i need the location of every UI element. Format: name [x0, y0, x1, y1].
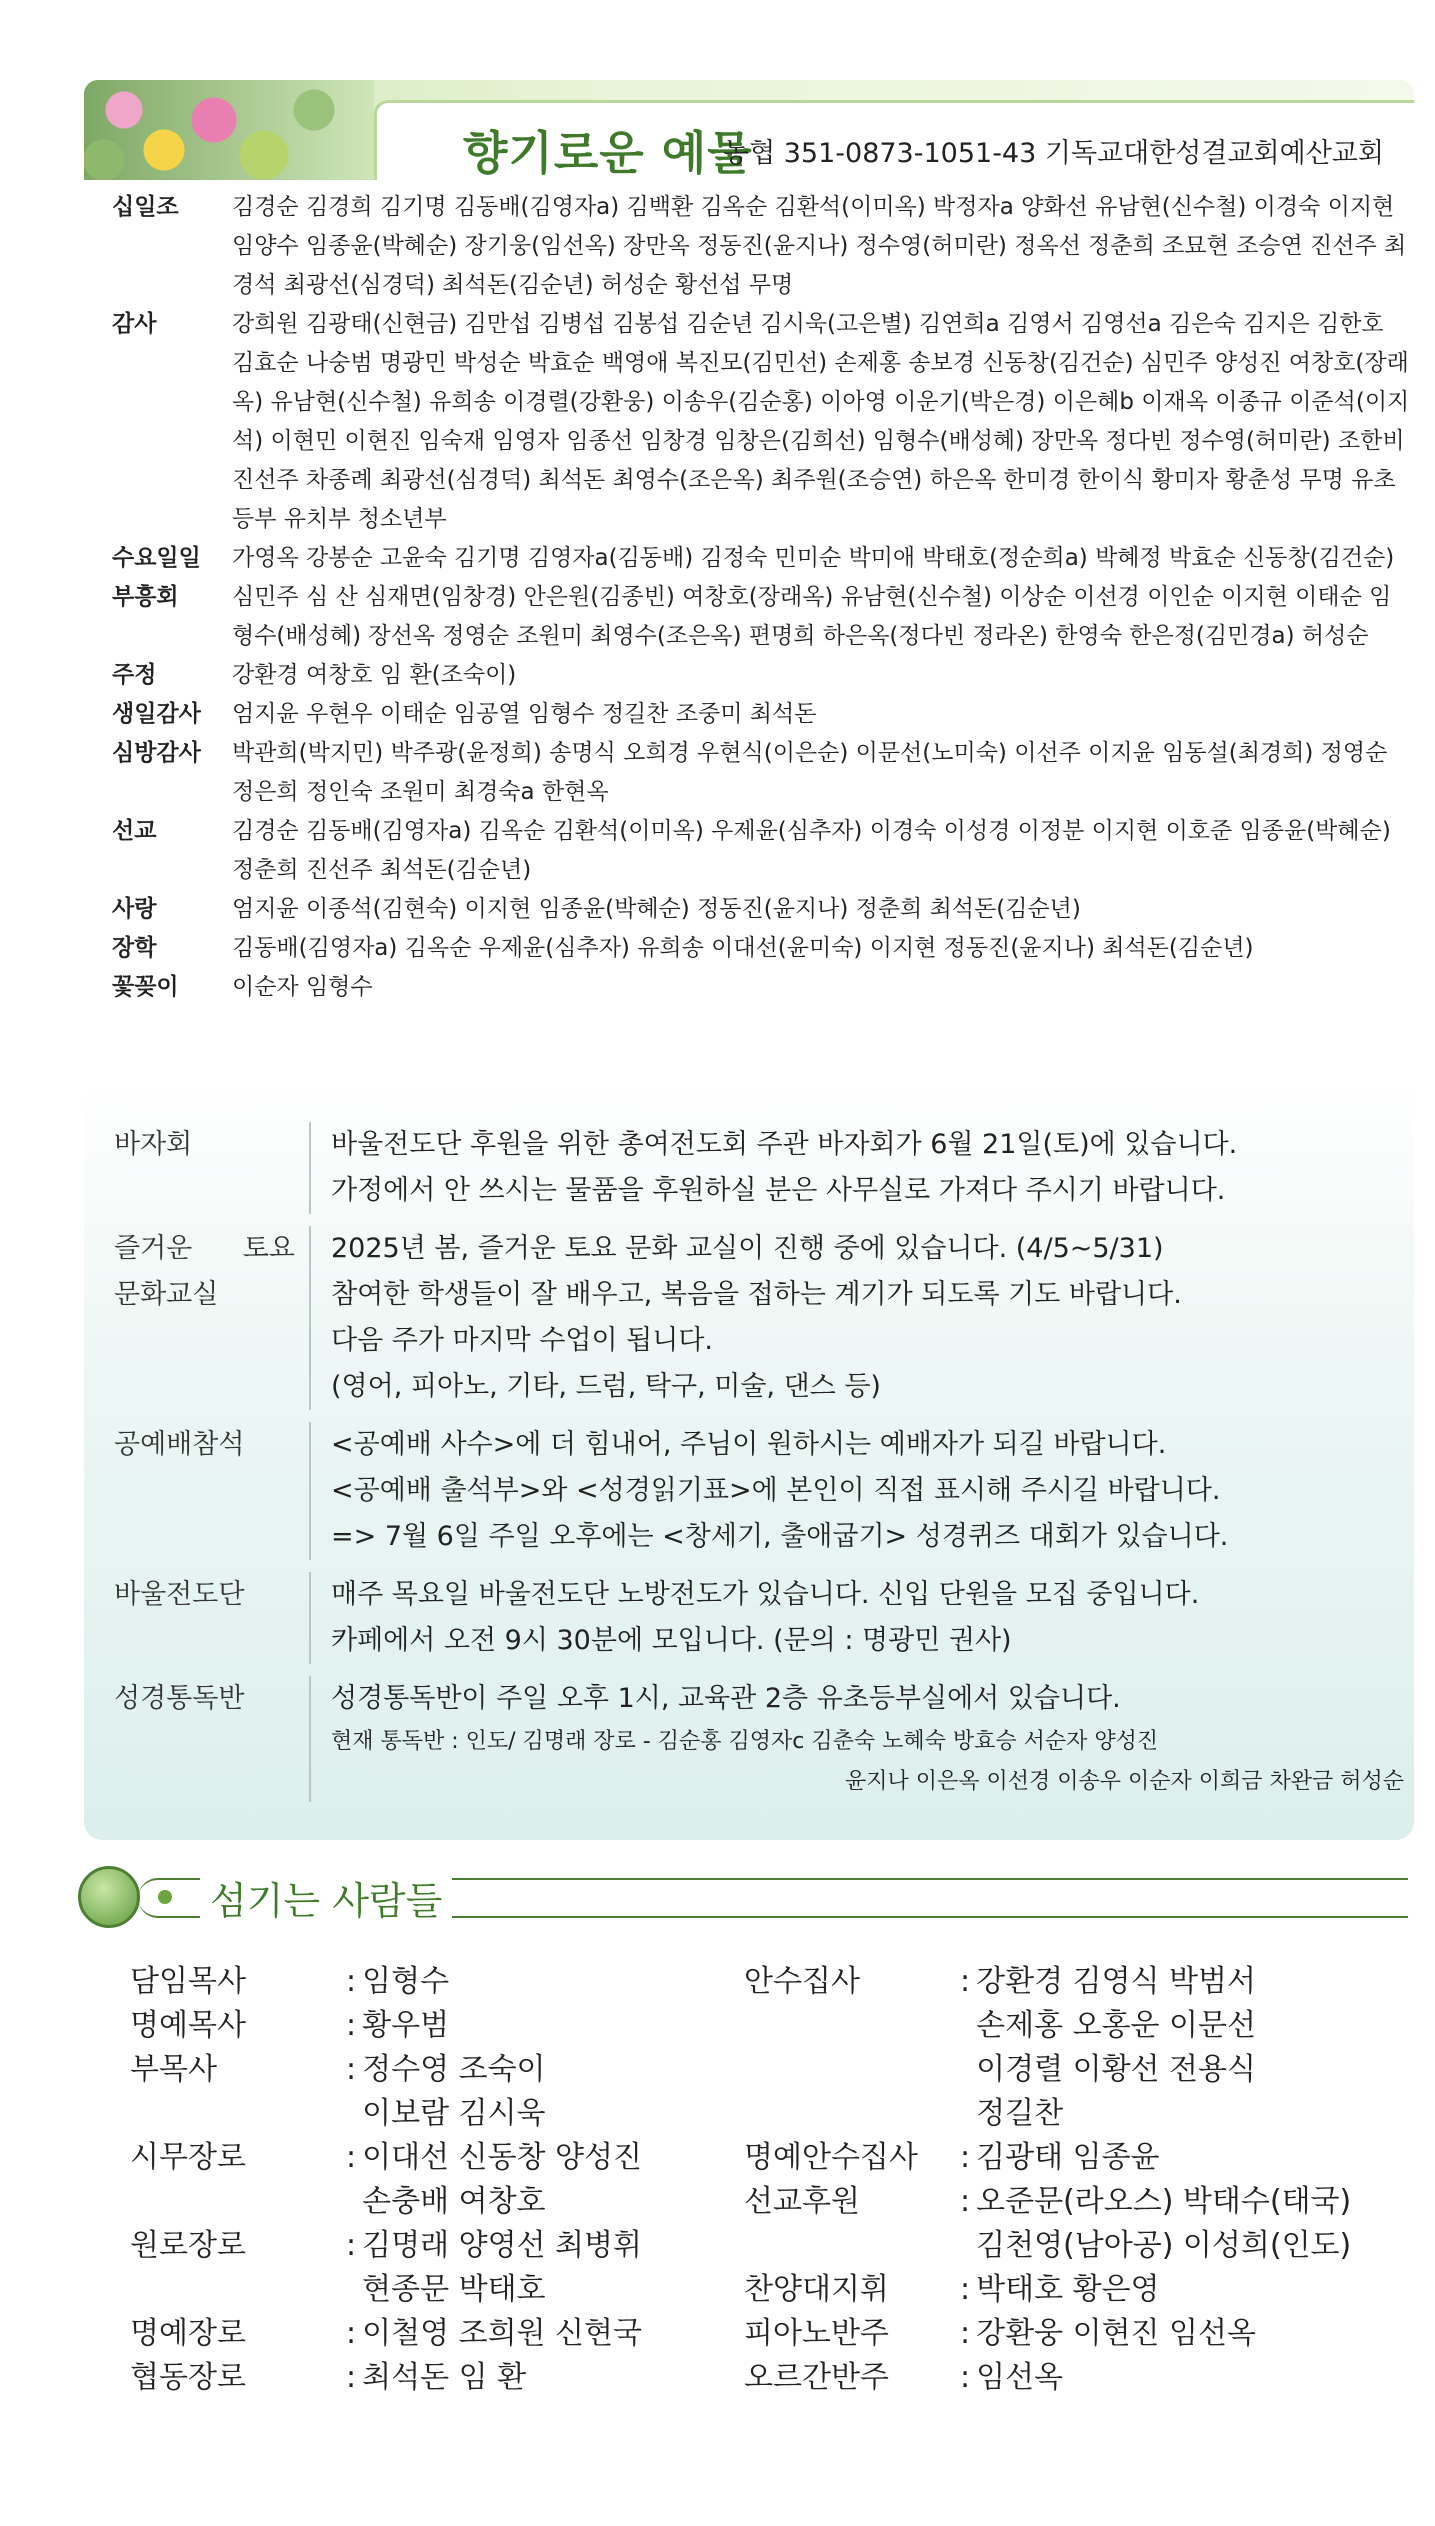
offering-row: [112, 539, 1412, 578]
people-row: [744, 2356, 1404, 2400]
people-column-left: [130, 1960, 730, 2400]
people-names: [362, 2312, 642, 2356]
people-colon: :: [960, 1964, 971, 1999]
people-name-line: 황우범: [362, 2008, 450, 2043]
people-row: [130, 2136, 730, 2224]
people-name-line: 손제홍 오홍운 이문선: [976, 2008, 1257, 2043]
announcement-line: 다음 주가 마지막 수업이 됩니다.: [331, 1325, 713, 1356]
offering-row: [112, 578, 1412, 656]
people-row: [744, 1960, 1404, 2136]
people-colon: :: [960, 2360, 971, 2395]
announcement-line: 참여한 학생들이 잘 배우고, 복음을 접하는 계기가 되도록 기도 바랍니다.: [331, 1279, 1182, 1310]
people-section-title: 섬기는 사람들: [200, 1870, 452, 1925]
people-colon: :: [960, 2140, 971, 2175]
announcement-body: [309, 1676, 1404, 1802]
people-name-line: 정길찬: [976, 2096, 1064, 2131]
people-row: [744, 2312, 1404, 2356]
offering-label: 수요일일: [112, 545, 201, 571]
offering-names: 이순자 임형수: [232, 974, 373, 1000]
people-section-header: [78, 1860, 1418, 1930]
people-row: [744, 2268, 1404, 2312]
banner-title: 향기로운 예물: [463, 126, 753, 180]
people-names: [362, 2048, 545, 2136]
offering-label: 주정: [112, 662, 157, 688]
offering-names: 김동배(김영자a) 김옥순 우제윤(심추자) 유희송 이대선(윤미숙) 이지현 정동진(윤지나) 최석돈(김순년): [232, 935, 1254, 961]
people-colon: :: [960, 2272, 971, 2307]
offering-label: 심방감사: [112, 740, 201, 766]
announcement-line: 매주 목요일 바울전도단 노방전도가 있습니다. 신입 단원을 모집 중입니다.: [331, 1579, 1200, 1610]
people-name-line: 임선옥: [976, 2360, 1064, 2395]
people-names: [976, 2356, 1063, 2400]
people-column-right: [744, 1960, 1404, 2400]
people-names: [976, 2312, 1256, 2356]
offering-label: 생일감사: [112, 701, 201, 727]
people-names: [976, 2136, 1159, 2180]
people-row: [744, 2180, 1404, 2268]
people-row: [130, 2004, 730, 2048]
announcement-line: 바울전도단 후원을 위한 총여전도회 주관 바자회가 6월 21일(토)에 있습니다.: [331, 1129, 1238, 1160]
people-name-line: 김천영(남아공) 이성희(인도): [976, 2228, 1352, 2263]
announcement-box: [84, 1080, 1414, 1840]
offering-row: [112, 812, 1412, 890]
people-row: [130, 2356, 730, 2400]
offering-row: [112, 305, 1412, 539]
people-role: 안수집사: [744, 1964, 860, 1999]
people-colon: :: [346, 2360, 357, 2395]
offering-row: [112, 188, 1412, 305]
people-name-line: 임형수: [362, 1964, 450, 1999]
people-names: [362, 1960, 449, 2004]
people-row: [130, 2224, 730, 2312]
announcement-label: [114, 1226, 309, 1318]
announcement-line: (영어, 피아노, 기타, 드럼, 탁구, 미술, 댄스 등): [331, 1371, 881, 1402]
offering-names: 강희원 김광태(신현금) 김만섭 김병섭 김봉섭 김순년 김시욱(고은별) 김연희a 김영서 김영선a 김은숙 김지은 김한호 김효순 나숭범 명광민 박성순 박효순 백영애 복진모(김민선) 손제홍 송보경 신동창(김건순) 심민주 양성진 여창호(장래옥) 유남현(신수철) 유희송 이경렬(강환웅) 이송우(김순홍) 이아영 이운기(박은경) 이은혜b 이재옥 이종규 이준석(이지석) 이현민 이현진 임숙재 임영자 임종선 임창경 임창은(김희선) 임형수(배성혜) 장만옥 정다빈 정수영(허미란) 조한비 진선주 차종례 최광선(심경덕) 최석돈 최영수(조은옥) 최주원(조승연) 하은옥 한미경 한이식 황미자 황춘성 무명 유초등부 유치부 청소년부: [232, 311, 1410, 532]
offering-row: [112, 734, 1412, 812]
offering-row: [112, 968, 1412, 1007]
people-names: [976, 2268, 1159, 2312]
people-role: 부목사: [130, 2052, 217, 2087]
people-colon: :: [346, 1964, 357, 1999]
people-names: [362, 2136, 642, 2224]
people-names: [976, 2180, 1351, 2268]
people-name-line: 이보람 김시욱: [362, 2096, 546, 2131]
offering-label: 선교: [112, 818, 157, 844]
people-role: 명예목사: [130, 2008, 246, 2043]
people-role: 오르간반주: [744, 2360, 889, 2395]
people-names: [362, 2224, 642, 2312]
announcement-row: [114, 1676, 1404, 1802]
announcement-label: [114, 1572, 309, 1618]
offering-label: 사랑: [112, 896, 157, 922]
offering-label: 부흥회: [112, 584, 179, 610]
people-name-line: 오준문(라오스) 박태수(태국): [976, 2184, 1352, 2219]
people-names: [362, 2004, 449, 2048]
announcement-row: [114, 1422, 1404, 1560]
announcement-label-line: 문화교실: [114, 1279, 219, 1310]
people-colon: :: [346, 2228, 357, 2263]
offering-label: 꽃꽂이: [112, 974, 179, 1000]
announcement-body: [309, 1422, 1404, 1560]
people-colon: :: [960, 2184, 971, 2219]
offering-row: [112, 695, 1412, 734]
bank-account: 농협 351-0873-1051-43 기독교대한성결교회예산교회: [723, 138, 1384, 169]
people-role: 협동장로: [130, 2360, 246, 2395]
banner-title-box: [374, 100, 1414, 180]
people-name-line: 강환경 김영식 박범서: [976, 1964, 1257, 1999]
announcement-note: 윤지나 이은옥 이선경 이송우 이순자 이희금 차완금 허성순: [844, 1769, 1404, 1794]
offering-names: 박관희(박지민) 박주광(윤정희) 송명식 오희경 우현식(이은순) 이문선(노미숙) 이선주 이지윤 임동설(최경희) 정영순 정은희 정인숙 조원미 최경숙a 한현옥: [232, 740, 1388, 805]
offering-names: 엄지윤 우현우 이태순 임공열 임형수 정길찬 조중미 최석돈: [232, 701, 817, 727]
people-name-line: 강환웅 이현진 임선옥: [976, 2316, 1257, 2351]
dot-icon: [158, 1890, 172, 1904]
people-colon: :: [960, 2316, 971, 2351]
people-name-line: 손충배 여창호: [362, 2184, 546, 2219]
people-role: 찬양대지휘: [744, 2272, 889, 2307]
announcement-label: [114, 1676, 309, 1722]
people-name-line: 김명래 양영선 최병휘: [362, 2228, 643, 2263]
announcement-label-line: 공예배참석: [114, 1429, 245, 1460]
people-role: 원로장로: [130, 2228, 246, 2263]
people-role: 피아노반주: [744, 2316, 889, 2351]
people-row: [744, 2136, 1404, 2180]
people-colon: :: [346, 2008, 357, 2043]
people-name-line: 정수영 조숙이: [362, 2052, 546, 2087]
announcement-label-line: 바울전도단: [114, 1579, 245, 1610]
people-colon: :: [346, 2140, 357, 2175]
people-row: [130, 1960, 730, 2004]
people-name-line: 이경렬 이황선 전용식: [976, 2052, 1257, 2087]
announcement-body: [309, 1572, 1404, 1664]
people-name-line: 김광태 임종윤: [976, 2140, 1160, 2175]
announcement-label-line: 즐거운 토요: [114, 1233, 295, 1264]
announcement-label-line: 성경통독반: [114, 1683, 245, 1714]
announcement-row: [114, 1572, 1404, 1664]
announcement-line: <공예배 출석부>와 <성경읽기표>에 본인이 직접 표시해 주시길 바랍니다.: [331, 1475, 1221, 1506]
people-row: [130, 2312, 730, 2356]
people-names: [976, 1960, 1256, 2136]
offering-names: 엄지윤 이종석(김현숙) 이지현 임종윤(박혜순) 정동진(윤지나) 정춘희 최석돈(김순년): [232, 896, 1081, 922]
people-role: 명예안수집사: [744, 2140, 918, 2175]
announcement-note: 현재 통독반 : 인도/ 김명래 장로 - 김순홍 김영자c 김춘숙 노혜숙 방효승 서순자 양성진: [331, 1729, 1159, 1754]
offering-row: [112, 656, 1412, 695]
offering-label: 장학: [112, 935, 157, 961]
offering-row: [112, 890, 1412, 929]
people-names: [362, 2356, 526, 2400]
announcement-row: [114, 1122, 1404, 1214]
people-name-line: 현종문 박태호: [362, 2272, 546, 2307]
announcement-row: [114, 1226, 1404, 1410]
offering-names: 가영옥 강봉순 고윤숙 김기명 김영자a(김동배) 김정숙 민미순 박미애 박태호(정순희a) 박혜정 박효순 신동창(김건순): [232, 545, 1395, 571]
announcement-list: [114, 1122, 1404, 1814]
people-colon: :: [346, 2052, 357, 2087]
people-role: 명예장로: [130, 2316, 246, 2351]
announcement-line: 2025년 봄, 즐거운 토요 문화 교실이 진행 중에 있습니다. (4/5~5/31): [331, 1233, 1164, 1264]
offering-label: 십일조: [112, 194, 179, 220]
offering-row: [112, 929, 1412, 968]
announcement-body: [309, 1122, 1404, 1214]
people-name-line: 박태호 황은영: [976, 2272, 1160, 2307]
people-role: 담임목사: [130, 1964, 246, 1999]
offering-names: 김경순 김경희 김기명 김동배(김영자a) 김백환 김옥순 김환석(이미옥) 박정자a 양화선 유남현(신수철) 이경숙 이지현 임양수 임종윤(박혜순) 장기웅(임선옥) 장만옥 정동진(윤지나) 정수영(허미란) 정옥선 정춘희 조묘현 조승연 진선주 최경석 최광선(심경덕) 최석돈(김순년) 허성순 황선섭 무명: [232, 194, 1407, 298]
offering-label: 감사: [112, 311, 157, 337]
people-name-line: 최석돈 임 환: [362, 2360, 527, 2395]
announcement-line: <공예배 사수>에 더 힘내어, 주님이 원하시는 예배자가 되길 바랍니다.: [331, 1429, 1167, 1460]
people-name-line: 이철영 조희원 신현국: [362, 2316, 643, 2351]
announcement-line: 가정에서 안 쓰시는 물품을 후원하실 분은 사무실로 가져다 주시기 바랍니다.: [331, 1175, 1226, 1206]
announcement-label: [114, 1422, 309, 1468]
announcement-label: [114, 1122, 309, 1168]
offering-banner: [84, 80, 1414, 180]
people-role: 시무장로: [130, 2140, 246, 2175]
announcement-line: => 7월 6일 주일 오후에는 <창세기, 출애굽기> 성경퀴즈 대회가 있습니다.: [331, 1521, 1229, 1552]
people-row: [130, 2048, 730, 2136]
people-role: 선교후원: [744, 2184, 860, 2219]
announcement-label-line: 바자회: [114, 1129, 193, 1160]
announcement-line: 성경통독반이 주일 오후 1시, 교육관 2층 유초등부실에서 있습니다.: [331, 1683, 1121, 1714]
people-colon: :: [346, 2316, 357, 2351]
offering-names: 심민주 심 산 심재면(임창경) 안은원(김종빈) 여창호(장래옥) 유남현(신수철) 이상순 이선경 이인순 이지현 이태순 임형수(배성혜) 장선옥 정영순 조원미 최영수(조은옥) 편명희 하은옥(정다빈 정라온) 한영숙 한은정(김민경a) 허성순: [232, 584, 1392, 649]
flower-photo: [84, 80, 374, 180]
circle-icon: [78, 1866, 140, 1928]
offering-list: [112, 188, 1412, 1007]
offering-names: 김경순 김동배(김영자a) 김옥순 김환석(이미옥) 우제윤(심추자) 이경숙 이성경 이정분 이지현 이호준 임종윤(박혜순) 정춘희 진선주 최석돈(김순년): [232, 818, 1391, 883]
announcement-body: [309, 1226, 1404, 1410]
announcement-line: 카페에서 오전 9시 30분에 모입니다. (문의 : 명광민 권사): [331, 1625, 1012, 1656]
people-name-line: 이대선 신동창 양성진: [362, 2140, 643, 2175]
offering-names: 강환경 여창호 임 환(조숙이): [232, 662, 517, 688]
